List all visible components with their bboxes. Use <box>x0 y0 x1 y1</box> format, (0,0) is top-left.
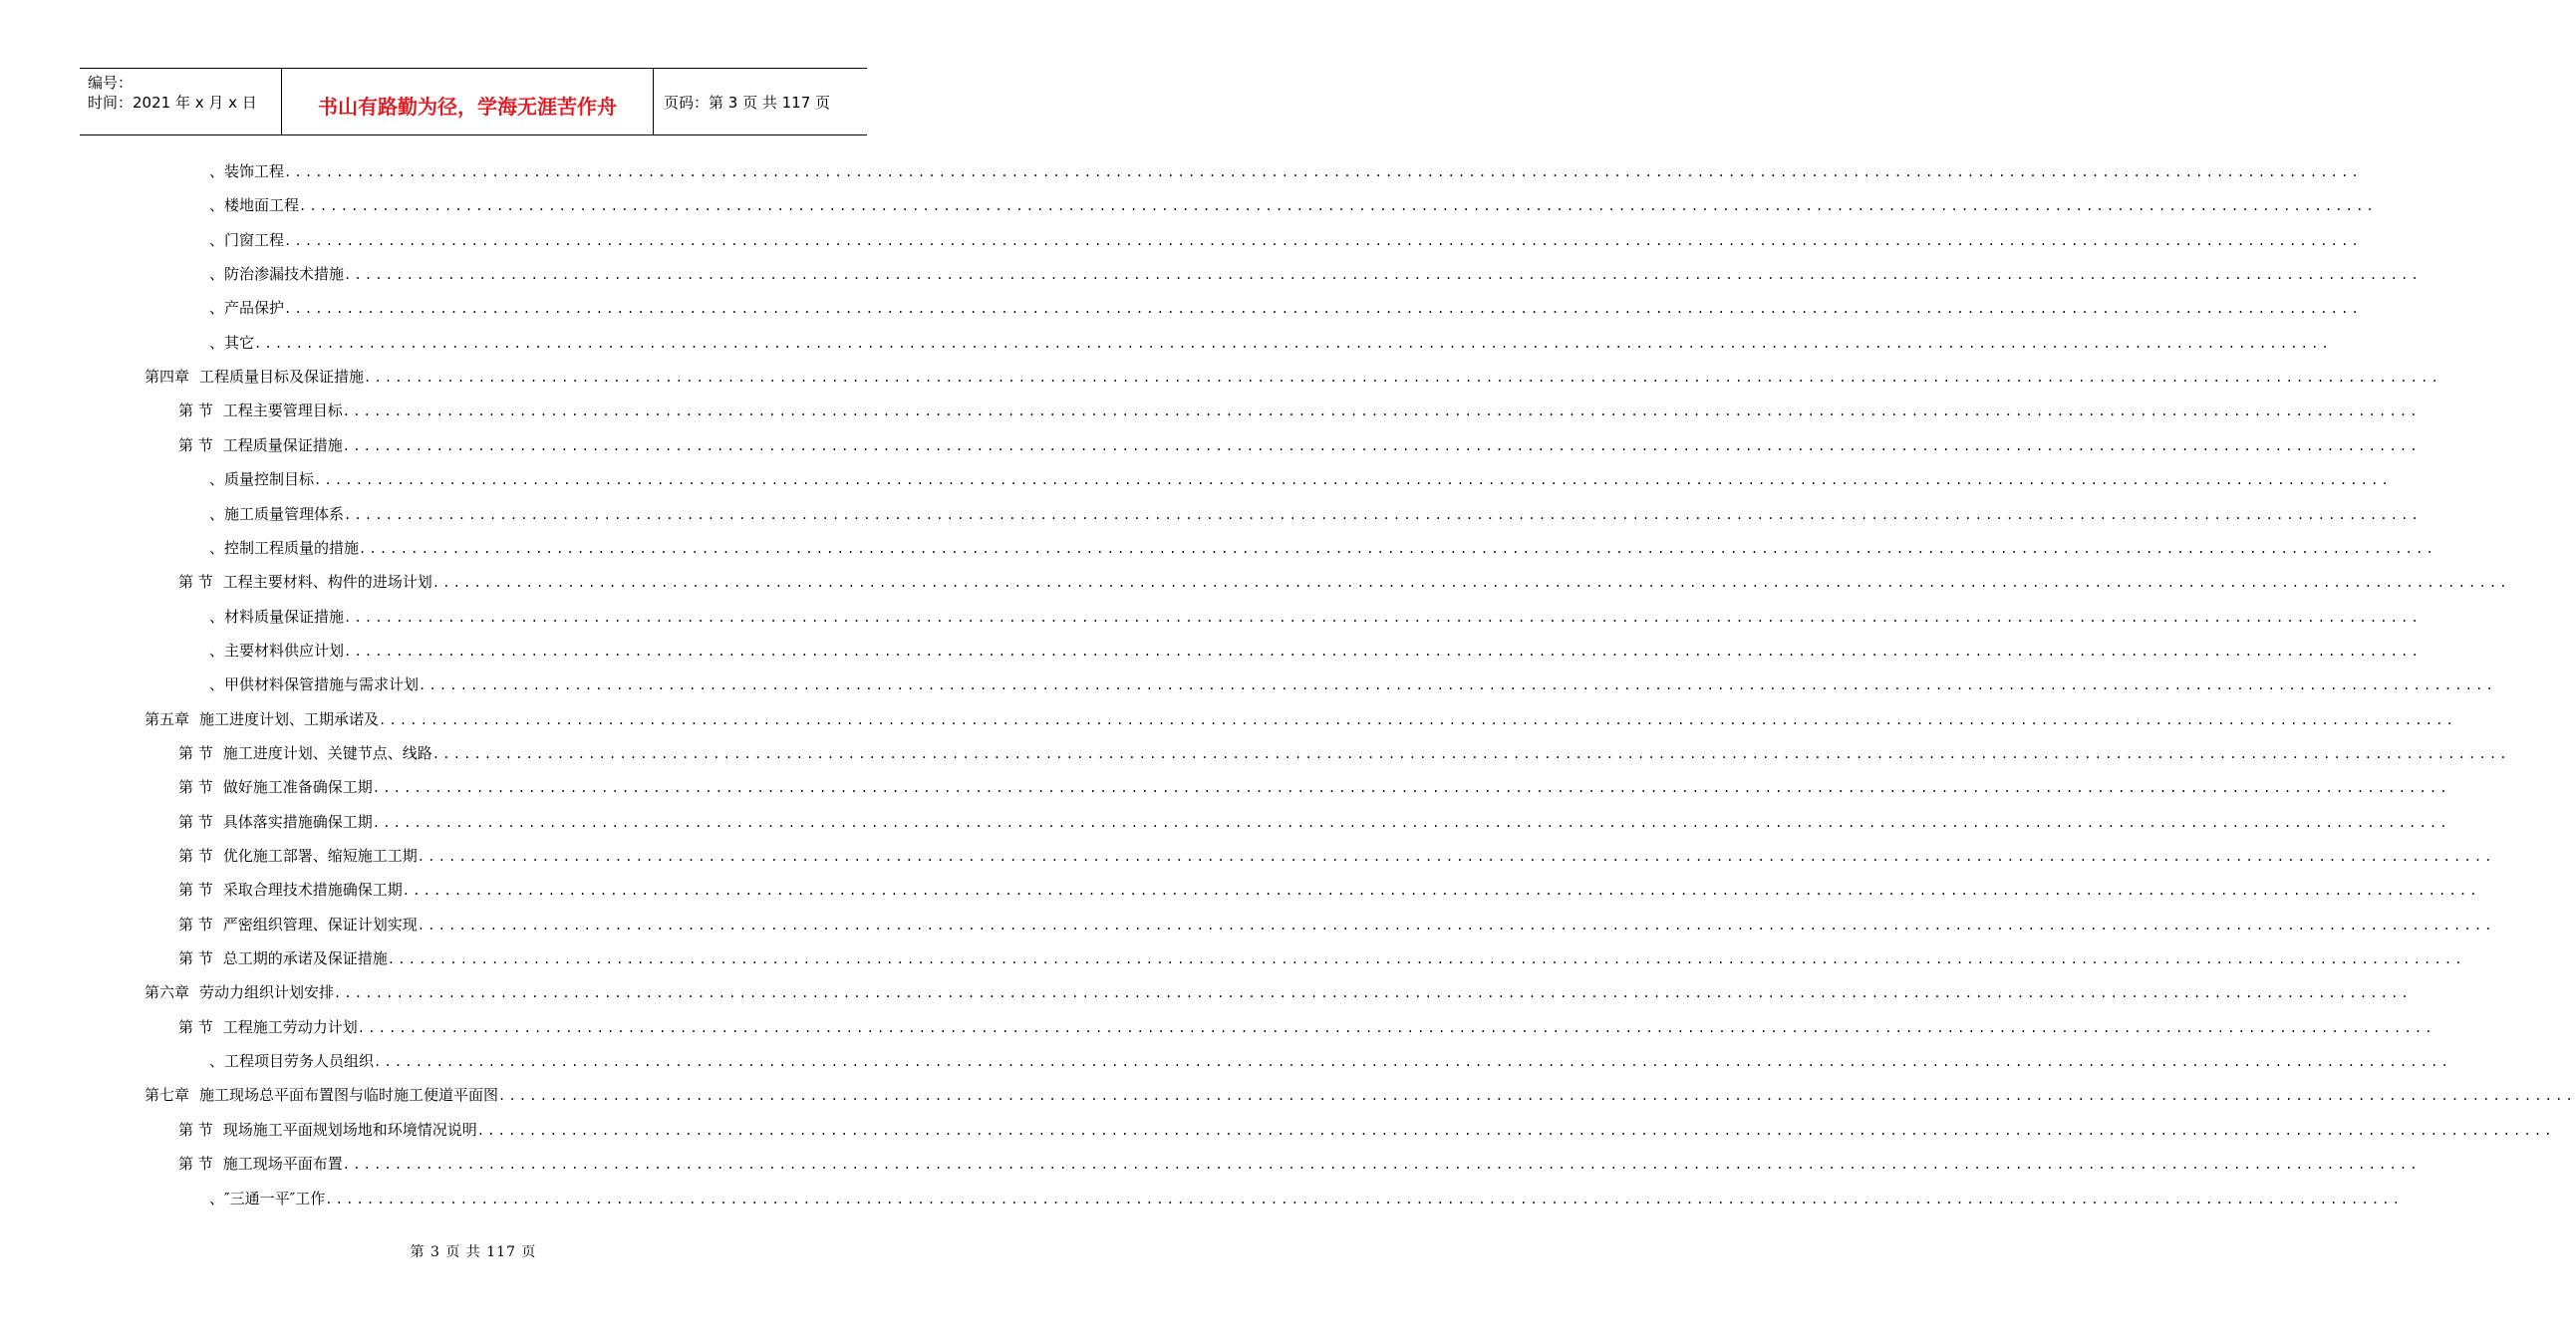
toc-entry[interactable] <box>144 981 2412 1003</box>
toc-entry[interactable] <box>209 332 2332 354</box>
toc-entry-title: 工程质量保证措施 <box>222 435 343 454</box>
toc-entry[interactable] <box>209 160 2362 182</box>
toc-dot-leader: ........................................................................................................................................................................................................ <box>314 473 2392 488</box>
toc-entry-number: 第 节 <box>178 743 213 762</box>
toc-entry[interactable] <box>178 400 2421 421</box>
toc-entry[interactable] <box>178 811 2450 833</box>
toc-dot-leader: ........................................................................................................................................................................................................ <box>299 199 2377 214</box>
page-footer: 第 3 页 共 117 页 <box>410 1244 537 1260</box>
toc-entry-number: 第 节 <box>178 1120 213 1139</box>
toc-entry[interactable] <box>178 1016 2435 1038</box>
toc-entry-number: 第 节 <box>178 881 213 900</box>
toc-dot-leader: ........................................................................................................................................................................................................ <box>498 1089 2576 1104</box>
toc-entry-title: 工程主要管理目标 <box>222 402 343 420</box>
toc-entry[interactable] <box>209 640 2422 662</box>
toc-entry-title: 工程施工劳动力计划 <box>222 1017 358 1036</box>
toc-dot-leader: ........................................................................................................................................................................................................ <box>342 404 2421 419</box>
toc-entry[interactable] <box>178 742 2510 764</box>
serial-label: 编号： <box>88 74 134 92</box>
toc-entry[interactable] <box>178 879 2480 901</box>
toc-dot-leader: ........................................................................................................................................................................................................ <box>344 610 2422 625</box>
toc-entry[interactable] <box>209 673 2496 695</box>
toc-entry-number: 、 <box>209 333 225 352</box>
header-meta <box>80 69 281 134</box>
toc-entry[interactable] <box>144 708 2456 730</box>
toc-entry[interactable] <box>209 537 2436 559</box>
toc-entry[interactable] <box>209 229 2362 251</box>
toc-entry-number: 、 <box>209 230 225 249</box>
toc-entry-title: 做好施工准备确保工期 <box>222 778 373 797</box>
toc-dot-leader: ........................................................................................................................................................................................................ <box>344 644 2422 659</box>
toc-entry-title: 优化施工部署、缩短施工工期 <box>222 847 418 865</box>
toc-dot-leader: ........................................................................................................................................................................................................ <box>284 302 2362 317</box>
toc-entry-title: 施工现场平面布置 <box>222 1155 343 1174</box>
toc-entry-number: 、 <box>209 675 225 694</box>
toc-entry-number: 、 <box>209 607 225 626</box>
toc-dot-leader: ........................................................................................................................................................................................................ <box>284 233 2362 248</box>
toc-entry-number: 第 节 <box>178 1017 213 1036</box>
toc-entry-number: 第 节 <box>178 915 213 934</box>
toc-entry-title: 楼地面工程 <box>224 196 300 215</box>
header-motto: 书山有路勤为径，学海无涯苦作舟 <box>281 69 654 134</box>
toc-entry-title: 主要材料供应计划 <box>224 641 345 660</box>
toc-entry-title: 施工现场总平面布置图与临时施工便道平面图 <box>199 1086 499 1105</box>
toc-dot-leader: ........................................................................................................................................................................................................ <box>284 165 2362 179</box>
toc-entry-number: 第七章 <box>144 1086 190 1105</box>
toc-entry[interactable] <box>144 366 2441 388</box>
toc-entry-number: 第 节 <box>178 949 213 968</box>
toc-entry-number: 第 节 <box>178 435 213 454</box>
toc-dot-leader: ........................................................................................................................................................................................................ <box>344 507 2422 522</box>
toc-dot-leader: ........................................................................................................................................................................................................ <box>431 576 2510 591</box>
toc-entry-number: 、 <box>209 265 225 284</box>
toc-entry-number: 第 节 <box>178 1155 213 1174</box>
toc-entry-title: 劳动力组织计划安排 <box>199 983 335 1002</box>
toc-entry-number: 、 <box>209 504 225 523</box>
toc-entry-title: 施工进度计划、工期承诺及 <box>199 709 380 728</box>
toc-dot-leader: ........................................................................................................................................................................................................ <box>254 336 2332 351</box>
toc-dot-leader: ........................................................................................................................................................................................................ <box>402 884 2480 899</box>
toc-entry[interactable] <box>178 571 2510 593</box>
toc-entry-number: 、 <box>209 1052 225 1071</box>
toc-dot-leader: ........................................................................................................................................................................................................ <box>417 918 2495 933</box>
page-header <box>80 68 867 135</box>
toc-dot-leader: ........................................................................................................................................................................................................ <box>374 1055 2451 1070</box>
time-label: 时间：2021 年 x 月 x 日 <box>88 94 257 112</box>
toc-entry-title: 门窗工程 <box>224 230 285 249</box>
toc-entry[interactable] <box>178 914 2495 936</box>
toc-entry-title: 甲供材料保管措施与需求计划 <box>224 675 420 694</box>
toc-entry-title: 装饰工程 <box>224 162 285 180</box>
toc-entry-number: 、 <box>209 162 225 180</box>
toc-entry-title: 控制工程质量的措施 <box>224 538 360 557</box>
toc-dot-leader: ........................................................................................................................................................................................................ <box>417 850 2495 864</box>
toc-entry-title: 具体落实措施确保工期 <box>222 812 373 831</box>
toc-entry[interactable] <box>209 1188 2404 1209</box>
toc-entry[interactable] <box>209 194 2377 216</box>
toc-dot-leader: ........................................................................................................................................................................................................ <box>325 1192 2404 1206</box>
toc-entry-number: 、 <box>209 470 225 489</box>
toc-entry[interactable] <box>209 297 2362 319</box>
toc-entry-title: 施工质量管理体系 <box>224 504 345 523</box>
toc-entry[interactable] <box>209 606 2422 628</box>
toc-dot-leader: ........................................................................................................................................................................................................ <box>342 438 2421 453</box>
toc-entry[interactable] <box>178 434 2421 456</box>
toc-entry-number: 、 <box>209 196 225 215</box>
toc-entry-number: 第四章 <box>144 368 190 387</box>
toc-dot-leader: ........................................................................................................................................................................................................ <box>372 815 2450 830</box>
toc-entry-number: 第 节 <box>178 847 213 865</box>
toc-entry-title: 工程主要材料、构件的进场计划 <box>222 573 432 592</box>
toc-entry-number: 、 <box>209 641 225 660</box>
toc-entry-number: 、 <box>209 538 225 557</box>
toc-entry[interactable] <box>209 503 2422 525</box>
toc-entry-number: 第 节 <box>178 778 213 797</box>
toc-entry-title: 材料质量保证措施 <box>224 607 345 626</box>
toc-dot-leader: ........................................................................................................................................................................................................ <box>344 268 2422 283</box>
toc-entry[interactable] <box>209 263 2422 285</box>
toc-entry-title: 产品保护 <box>224 299 285 318</box>
toc-entry-number: 第 节 <box>178 812 213 831</box>
toc-entry-title: 采取合理技术措施确保工期 <box>222 881 403 900</box>
toc-entry-title: 防治渗漏技术措施 <box>224 265 345 284</box>
toc-entry-title: 总工期的承诺及保证措施 <box>222 949 388 968</box>
toc-entry[interactable] <box>209 1050 2451 1072</box>
toc-entry-title: 严密组织管理、保证计划实现 <box>222 915 418 934</box>
toc-entry-number: 第 节 <box>178 573 213 592</box>
toc-entry-title: 施工进度计划、关键节点、线路 <box>222 743 432 762</box>
toc-dot-leader: ........................................................................................................................................................................................................ <box>476 1123 2555 1138</box>
toc-entry-title: ″三通一平″工作 <box>224 1189 326 1207</box>
toc-dot-leader: ........................................................................................................................................................................................................ <box>359 541 2436 556</box>
toc-entry-title: 现场施工平面规划场地和环境情况说明 <box>222 1120 477 1139</box>
toc-entry[interactable] <box>178 776 2450 798</box>
toc-dot-leader: ........................................................................................................................................................................................................ <box>379 712 2456 727</box>
toc-dot-leader: ........................................................................................................................................................................................................ <box>431 746 2510 761</box>
toc-entry-number: 第 节 <box>178 402 213 420</box>
toc-dot-leader: ........................................................................................................................................................................................................ <box>372 781 2450 796</box>
toc-entry-title: 其它 <box>224 333 255 352</box>
toc-entry[interactable] <box>178 947 2465 969</box>
toc-entry[interactable] <box>178 1153 2421 1175</box>
toc-dot-leader: ........................................................................................................................................................................................................ <box>364 371 2441 386</box>
toc-dot-leader: ........................................................................................................................................................................................................ <box>419 678 2496 693</box>
toc-entry-title: 质量控制目标 <box>224 470 315 489</box>
toc-entry-number: 第五章 <box>144 709 190 728</box>
toc-dot-leader: ........................................................................................................................................................................................................ <box>357 1020 2435 1035</box>
toc-dot-leader: ........................................................................................................................................................................................................ <box>387 952 2465 967</box>
toc-entry-number: 第六章 <box>144 983 190 1002</box>
toc-entry-title: 工程质量目标及保证措施 <box>199 368 365 387</box>
toc-entry-number: 、 <box>209 1189 225 1207</box>
toc-entry-title: 工程项目劳务人员组织 <box>224 1052 375 1071</box>
header-page-info: 页码：第 3 页 共 117 页 <box>664 93 831 112</box>
toc-entry[interactable] <box>144 1084 2576 1106</box>
toc-entry[interactable] <box>178 845 2495 867</box>
toc-entry[interactable] <box>209 468 2392 490</box>
toc-dot-leader: ........................................................................................................................................................................................................ <box>342 1158 2421 1173</box>
toc-dot-leader: ........................................................................................................................................................................................................ <box>334 986 2412 1001</box>
toc-entry[interactable] <box>178 1119 2555 1141</box>
toc-entry-number: 、 <box>209 299 225 318</box>
